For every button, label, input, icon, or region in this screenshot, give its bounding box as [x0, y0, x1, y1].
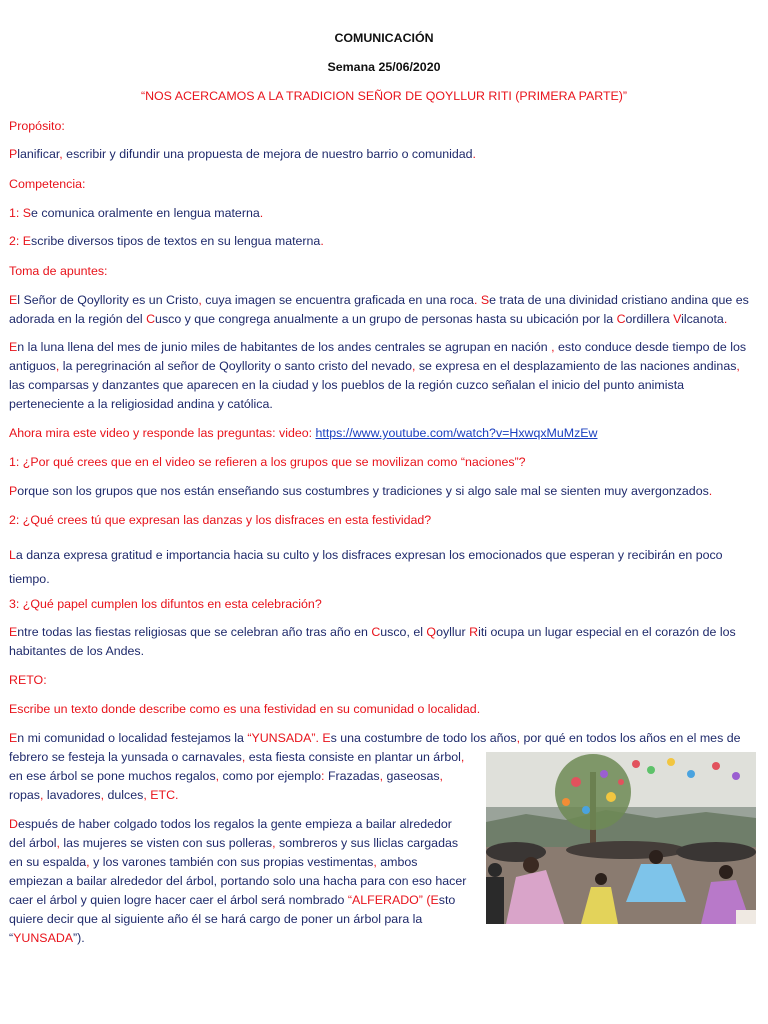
- apuntes-heading: Toma de apuntes:: [9, 264, 108, 278]
- reto-heading: RETO:: [9, 673, 47, 687]
- video-link[interactable]: https://www.youtube.com/watch?v=HxwqxMuMzEw: [315, 426, 598, 440]
- week-date: Semana 25/06/2020: [327, 60, 441, 74]
- reto-p2-line4: empiezan a bailar alrededor del árbol, portando solo una hacha para con eso hacer: [9, 874, 467, 888]
- reto-p2-line1: Después de haber colgado todos los regalos la gente empieza a bailar alrededor: [9, 817, 452, 831]
- competencia-item-2: 2: Escribe diversos tipos de textos en su lengua materna.: [9, 234, 324, 248]
- reto-p1-line4: ropas, lavadores, dulces, ETC.: [9, 788, 179, 802]
- apuntes-p2-line2: antiguos, la peregrinación al señor de Qoyllority o santo cristo del nevado, se expresa en el desplazamiento de las naciones andinas,: [9, 359, 740, 373]
- subject-title: COMUNICACIÓN: [334, 31, 434, 45]
- competencia-heading: Competencia:: [9, 177, 86, 191]
- lesson-title: “NOS ACERCAMOS A LA TRADICION SEÑOR DE QOYLLUR RITI (PRIMERA PARTE)”: [140, 89, 628, 103]
- video-prompt: Ahora mira este video y responde las preguntas: video:: [9, 426, 316, 440]
- answer-1: Porque son los grupos que nos están enseñando sus costumbres y tradiciones y si algo sale mal se sienten muy avergonzados.: [9, 484, 713, 498]
- video-line: [9, 424, 758, 442]
- apuntes-p2-line3: las comparsas y danzantes que aparecen en la ciudad y los pueblos de la región cuzco señalan el inicio del punto animista: [9, 378, 685, 392]
- question-3: 3: ¿Qué papel cumplen los difuntos en esta celebración?: [9, 597, 322, 611]
- proposito-heading: Propósito:: [9, 119, 65, 133]
- reto-p1-line1: En mi comunidad o localidad festejamos la “YUNSADA”. Es una costumbre de todo los años, por qué en todos los años en el mes de: [9, 731, 741, 745]
- reto-p1-line2: febrero se festeja la yunsada o carnavales, esta fiesta consiste en plantar un árbol,: [9, 750, 465, 764]
- festival-photo: [486, 752, 756, 924]
- reto-p2-line3: en su espalda, y los varones también con sus propias vestimentas, ambos: [9, 855, 418, 869]
- reto-instruction: Escribe un texto donde describe como es una festividad en su comunidad o localidad.: [9, 702, 481, 716]
- answer-2-line1: La danza expresa gratitud e importancia hacia su culto y los disfraces expresan los emocionados que esperan y recibirán en poco: [9, 548, 723, 562]
- question-1: 1: ¿Por qué crees que en el video se refieren a los grupos que se movilizan como “naciones”?: [9, 455, 526, 469]
- reto-p1-line3: en ese árbol se pone muchos regalos, como por ejemplo: Frazadas, gaseosas,: [9, 769, 443, 783]
- apuntes-p1-line2: adorada en la región del Cusco y que congrega anualmente a un grupo de personas hasta su ubicación por la Cordillera Vilcanota.: [9, 312, 728, 326]
- reto-p2-line5: caer el árbol y quien logre hacer caer el árbol será nombrado “ALFERADO” (Esto: [9, 893, 456, 907]
- question-2: 2: ¿Qué crees tú que expresan las danzas y los disfraces en esta festividad?: [9, 513, 432, 527]
- reto-p2-line7: “YUNSADA”).: [9, 931, 85, 945]
- apuntes-p2-line1: En la luna llena del mes de junio miles de habitantes de los andes centrales se agrupan en nación , esto conduce desde tiempo de los: [9, 340, 747, 354]
- answer-3-line2: habitantes de los Andes.: [9, 644, 145, 658]
- reto-p2-line6: quiere decir que al siguiente año él se hará cargo de poner un árbol para la: [9, 912, 423, 926]
- answer-2-line2: tiempo.: [9, 572, 50, 586]
- reto-p2-line2: del árbol, las mujeres se visten con sus polleras, sombreros y sus lliclas cargadas: [9, 836, 459, 850]
- apuntes-p2-line4: perteneciente a la religiosidad andina y católica.: [9, 397, 273, 411]
- proposito-text: Planificar, escribir y difundir una propuesta de mejora de nuestro barrio o comunidad.: [9, 147, 476, 161]
- answer-3-line1: Entre todas las fiestas religiosas que se celebran año tras año en Cusco, el Qoyllur Riti ocupa un lugar especial en el corazón de los: [9, 625, 736, 639]
- apuntes-p1-line1: El Señor de Qoyllority es un Cristo, cuya imagen se encuentra graficada en una roca. Se trata de una divinidad cristiano andina que es: [9, 293, 749, 307]
- competencia-item-1: 1: Se comunica oralmente en lengua materna.: [9, 206, 264, 220]
